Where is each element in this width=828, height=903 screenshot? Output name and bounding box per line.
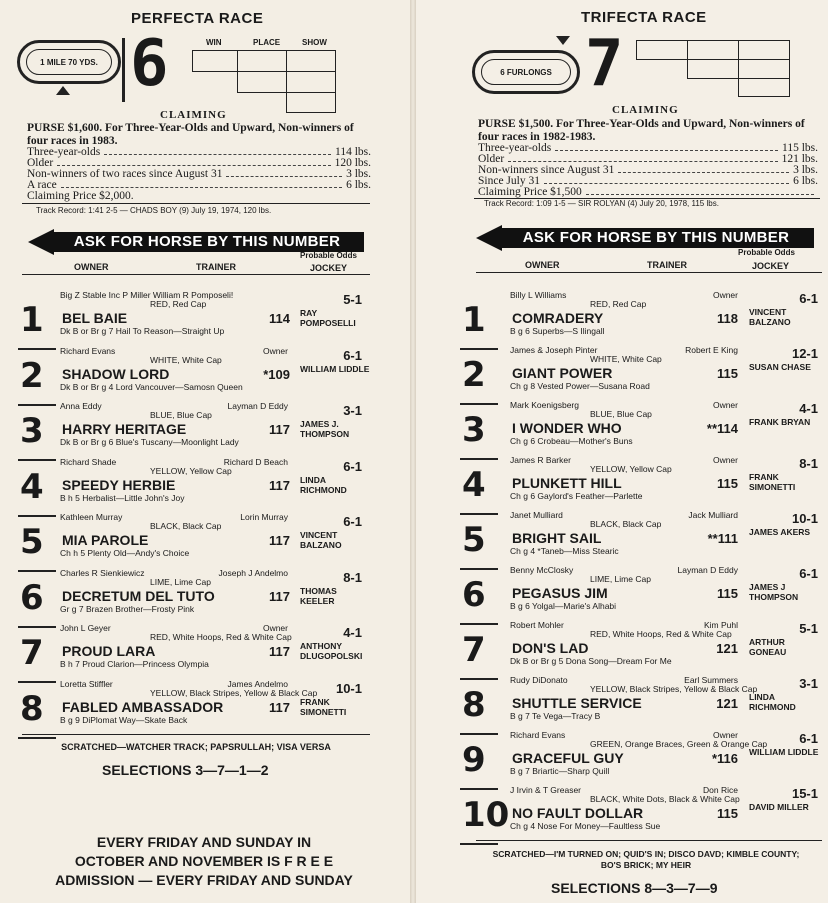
horse-colors: YELLOW, Yellow Cap	[590, 464, 672, 474]
horse-colors: YELLOW, Black Stripes, Yellow & Black Cap	[590, 684, 758, 694]
number-underline	[460, 458, 498, 460]
number-underline	[460, 568, 498, 570]
program-number: 1	[462, 300, 486, 340]
bet-cell	[238, 51, 287, 72]
horse-breeding: B g 6 Yolgal—Marie's Alhabi	[510, 601, 617, 611]
banner-text: ASK FOR HORSE BY THIS NUMBER	[50, 232, 364, 252]
program-number: 1	[20, 300, 44, 340]
race-class: CLAIMING	[160, 109, 227, 121]
divider	[476, 840, 822, 841]
probable-odds: 6-1	[799, 731, 818, 746]
probable-odds: 4-1	[799, 401, 818, 416]
horse-owner: Billy L Williams	[510, 290, 567, 300]
horse-owner: Anna Eddy	[60, 401, 102, 411]
horse-owner: John L Geyer	[60, 623, 111, 633]
horse-breeding: Gr g 7 Brazen Brother—Frosty Pink	[60, 603, 195, 614]
horse-colors: LIME, Lime Cap	[590, 574, 651, 584]
weight-row: Claiming Price $2,000.	[27, 190, 134, 202]
probable-odds: 15-1	[791, 786, 818, 801]
horse-colors: RED, Red Cap	[150, 299, 207, 309]
track-oval-icon	[17, 40, 121, 84]
horse-weight: *116	[711, 751, 738, 766]
horse-trainer: Robert E King	[685, 345, 738, 355]
scratched-list: SCRATCHED—WATCHER TRACK; PAPSRULLAH; VISA VERSA	[61, 742, 331, 752]
promo-footer: EVERY FRIDAY AND SUNDAY IN OCTOBER AND NOVEMBER IS F R E E ADMISSION — EVERY FRIDAY AND SUNDAY	[55, 834, 353, 888]
horse-name: NO FAULT DOLLAR	[512, 805, 644, 821]
horse-breeding: Dk B or Br g 6 Blue's Tuscany—Moonlight Lady	[60, 437, 239, 447]
horse-name: BEL BAIE	[62, 310, 128, 326]
probable-odds: 3-1	[799, 676, 818, 691]
jockey-name: FRANK BRYAN	[749, 417, 811, 427]
horse-breeding: Ch g 8 Vested Power—Susana Road	[510, 381, 650, 391]
finish-marker-icon	[56, 86, 70, 95]
horse-owner: Richard Evans	[510, 730, 566, 740]
program-number: 5	[462, 520, 486, 560]
probable-odds: 4-1	[343, 625, 362, 640]
horse-owner: Benny McClosky	[510, 565, 574, 575]
probable-odds: 8-1	[799, 456, 818, 471]
bet-cell	[688, 60, 739, 79]
horse-name: SPEEDY HERBIE	[62, 476, 176, 493]
program-number: 6	[20, 577, 44, 618]
race-type-title: PERFECTA RACE	[131, 10, 264, 27]
program-number: 7	[462, 630, 486, 670]
horse-weight: 121	[716, 641, 738, 656]
horse-colors: WHITE, White Cap	[590, 354, 662, 364]
horse-weight: 115	[717, 586, 738, 601]
distance-label: 1 MILE 70 YDS.	[26, 49, 112, 75]
jockey-name: VINCENT BALZANO	[300, 530, 342, 550]
selections: SELECTIONS 3—7—1—2	[102, 762, 269, 778]
distance-label: 6 FURLONGS	[481, 59, 571, 85]
bet-cell	[739, 60, 790, 79]
horse-trainer: Owner	[262, 623, 288, 633]
number-underline	[18, 737, 56, 739]
horse-name: GIANT POWER	[512, 365, 613, 381]
horse-weight: *109	[263, 366, 290, 382]
horse-name: PROUD LARA	[62, 643, 156, 659]
horse-colors: LIME, Lime Cap	[150, 576, 211, 587]
number-underline	[18, 515, 56, 517]
horse-colors: RED, Red Cap	[590, 299, 647, 309]
horse-colors: GREEN, Orange Braces, Green & Orange Cap	[590, 739, 768, 749]
horse-number-banner	[28, 232, 364, 252]
weights-list	[478, 143, 818, 198]
col-jockey: JOCKEY	[752, 261, 790, 271]
horse-trainer: Layman D Eddy	[677, 565, 738, 575]
horse-number-banner	[476, 228, 814, 248]
bet-cell	[287, 92, 336, 112]
horse-trainer: Owner	[712, 290, 738, 300]
purse-text: PURSE $1,500. For Three-Year-Olds and Upward, Non-winners of four races in 1982-1983.	[478, 118, 805, 143]
weight-row: Older 120 lbs.	[27, 157, 371, 169]
bet-cell	[739, 41, 790, 60]
race-number-bar	[122, 38, 125, 102]
horse-weight: 115	[717, 806, 738, 821]
purse-text: PURSE $1,600. For Three-Year-Olds and Upward, Non-winners of four races in 1983.	[27, 122, 354, 147]
horse-weight: 117	[269, 699, 290, 715]
program-number: 3	[462, 410, 486, 450]
horse-owner: Richard Shade	[60, 456, 117, 467]
grid-header-show: SHOW	[302, 38, 327, 47]
scratched-list: SCRATCHED—I'M TURNED ON; QUID'S IN; DISCO DAVD; KIMBLE COUNTY; BO'S BRICK; MY HEIR	[492, 849, 800, 870]
number-underline	[460, 843, 498, 845]
number-underline	[18, 681, 56, 683]
divider	[22, 274, 370, 275]
probable-odds: 5-1	[799, 621, 818, 636]
col-owner: OWNER	[525, 260, 560, 270]
number-underline	[18, 626, 56, 628]
weight-row: Claiming Price $1,500	[478, 187, 818, 198]
horse-colors: RED, White Hoops, Red & White Cap	[590, 629, 732, 639]
number-underline	[18, 404, 56, 406]
horse-weight: 117	[269, 533, 290, 548]
bet-cell	[637, 41, 688, 60]
number-underline	[18, 570, 56, 572]
jockey-name: THOMAS KEELER	[300, 585, 337, 606]
start-marker-icon	[556, 36, 570, 45]
horse-breeding: Ch g 6 Crobeau—Mother's Buns	[510, 436, 633, 446]
probable-odds: 3-1	[343, 403, 362, 418]
horse-trainer: Don Rice	[703, 785, 738, 795]
jockey-name: VINCENT BALZANO	[749, 307, 791, 327]
horse-colors: WHITE, White Cap	[150, 354, 222, 365]
program-number: 8	[20, 688, 44, 729]
bet-cell	[287, 72, 336, 93]
horse-breeding: Dk B or Br g 5 Dona Song—Dream For Me	[510, 656, 672, 666]
program-number: 8	[462, 685, 486, 725]
probable-odds: 6-1	[343, 347, 362, 363]
probable-odds: 6-1	[343, 514, 362, 529]
horse-weight: **111	[707, 531, 738, 546]
horse-colors: BLUE, Blue Cap	[150, 410, 212, 420]
horse-weight: 117	[269, 644, 290, 659]
horse-weight: 118	[717, 311, 738, 326]
bet-grid	[192, 50, 336, 113]
horse-trainer: Owner	[262, 345, 288, 356]
jockey-name: LINDA RICHMOND	[300, 474, 347, 495]
horse-name: COMRADERY	[512, 310, 604, 326]
horse-name: MIA PAROLE	[62, 532, 149, 548]
weight-row: Older 121 lbs.	[478, 153, 818, 165]
horse-name: PLUNKETT HILL	[512, 475, 622, 491]
jockey-name: LINDA RICHMOND	[749, 692, 796, 712]
horse-owner: Loretta Stiffler	[60, 678, 113, 689]
horse-breeding: Dk B or Br g 7 Hail To Reason—Straight Up	[60, 326, 225, 336]
weights-list	[27, 147, 371, 202]
probable-odds: 6-1	[799, 566, 818, 581]
horse-owner: Charles R Sienkiewicz	[60, 567, 145, 578]
number-underline	[460, 403, 498, 405]
probable-odds: 6-1	[799, 291, 818, 306]
program-number: 5	[20, 522, 44, 562]
horse-trainer: Richard D Beach	[223, 456, 288, 467]
race-type-title: TRIFECTA RACE	[581, 9, 707, 26]
horse-name: HARRY HERITAGE	[62, 421, 187, 437]
horse-colors: YELLOW, Yellow Cap	[150, 465, 232, 476]
number-underline	[460, 623, 498, 625]
horse-trainer: James Andelmo	[227, 678, 288, 689]
number-underline	[18, 348, 56, 350]
jockey-name: RAY POMPOSELLI	[300, 308, 356, 328]
jockey-name: JAMES J THOMPSON	[749, 582, 799, 602]
program-number: 4	[20, 466, 44, 507]
horse-trainer: Earl Summers	[684, 675, 738, 685]
bet-cell	[193, 51, 238, 72]
jockey-name: WILLIAM LIDDLE	[749, 747, 819, 757]
page-fold	[410, 0, 416, 903]
weight-row: Non-winners since August 31 3 lbs.	[478, 164, 818, 176]
divider	[22, 734, 370, 735]
horse-trainer: Lorin Murray	[240, 512, 288, 522]
col-odds: Probable Odds	[300, 251, 357, 260]
horse-weight: 117	[269, 588, 290, 604]
jockey-name: JAMES J. THOMPSON	[300, 419, 350, 439]
jockey-name: ANTHONY DLUGOPOLSKI	[300, 641, 363, 661]
bet-cell	[238, 72, 287, 93]
col-owner: OWNER	[74, 262, 109, 272]
col-jockey: JOCKEY	[310, 263, 348, 273]
horse-trainer: Joseph J Andelmo	[218, 567, 288, 578]
probable-odds: 8-1	[343, 569, 362, 585]
program-number: 2	[462, 355, 486, 395]
program-number: 3	[20, 411, 44, 451]
horse-breeding: Dk B or Br g 4 Lord Vancouver—Samosn Queen	[60, 381, 243, 392]
horse-owner: Robert Mohler	[510, 620, 564, 630]
weight-row: Since July 31 6 lbs.	[478, 175, 818, 187]
horse-breeding: B g 7 Briartic—Sharp Quill	[510, 766, 610, 776]
horse-weight: 117	[269, 422, 290, 437]
horse-breeding: B g 6 Superbs—S Ilingall	[510, 326, 605, 336]
bet-cell	[688, 41, 739, 60]
divider	[22, 203, 370, 204]
grid-header-place: PLACE	[253, 38, 281, 47]
bet-cell	[739, 78, 790, 96]
program-number: 7	[20, 633, 44, 673]
selections: SELECTIONS 8—3—7—9	[551, 880, 718, 896]
horse-owner: Big Z Stable Inc P Miller William R Pomposeli!	[60, 290, 234, 300]
weight-row: Three-year-olds 115 lbs.	[478, 142, 818, 154]
divider	[476, 272, 822, 273]
horse-weight: 115	[717, 476, 738, 491]
horse-owner: James R Barker	[510, 455, 571, 465]
horse-colors: BLACK, Black Cap	[590, 519, 662, 529]
horse-name: DON'S LAD	[512, 640, 589, 656]
horse-owner: Kathleen Murray	[60, 512, 123, 522]
horse-name: SHUTTLE SERVICE	[512, 695, 642, 711]
horse-weight: 117	[269, 477, 290, 493]
program-number: 2	[20, 355, 44, 396]
horse-trainer: Owner	[712, 730, 738, 740]
number-underline	[460, 678, 498, 680]
jockey-name: FRANK SIMONETTI	[749, 472, 796, 492]
horse-trainer: Owner	[712, 400, 738, 410]
horse-breeding: B g 9 DiPlomat Way—Skate Back	[60, 714, 188, 725]
horse-owner: Janet Mulliard	[510, 510, 563, 520]
weight-row: Three-year-olds 114 lbs.	[27, 146, 371, 158]
banner-text: ASK FOR HORSE BY THIS NUMBER	[498, 228, 814, 248]
horse-breeding: B g 7 Te Vega—Tracy B	[510, 711, 601, 721]
probable-odds: 10-1	[335, 680, 362, 696]
number-underline	[460, 733, 498, 735]
horse-owner: Richard Evans	[60, 345, 116, 356]
horse-weight: 121	[716, 696, 738, 711]
program-number: 6	[462, 575, 486, 615]
horse-trainer: Layman D Eddy	[227, 401, 288, 411]
probable-odds: 6-1	[343, 458, 362, 474]
horse-owner: J Irvin & T Greaser	[510, 785, 582, 795]
number-underline	[18, 459, 56, 461]
horse-colors: RED, White Hoops, Red & White Cap	[150, 632, 292, 642]
track-oval-icon	[472, 50, 580, 94]
track-record: Track Record: 1:41 2-5 — CHADS BOY (9) July 19, 1974, 120 lbs.	[36, 206, 272, 215]
horse-breeding: B h 7 Proud Clarion—Princess Olympia	[60, 659, 209, 669]
col-trainer: TRAINER	[647, 260, 687, 270]
horse-breeding: Ch g 6 Gaylord's Feather—Parlette	[510, 491, 643, 501]
horse-trainer: Kim Puhl	[703, 620, 738, 630]
probable-odds: 10-1	[791, 511, 818, 526]
probable-odds: 5-1	[343, 292, 362, 307]
horse-weight: 115	[717, 366, 738, 381]
jockey-name: ARTHUR GONEAU	[749, 637, 787, 657]
grid-header-win: WIN	[206, 38, 222, 47]
jockey-name: SUSAN CHASE	[749, 362, 811, 372]
horse-colors: YELLOW, Black Stripes, Yellow & Black Cap	[150, 687, 318, 698]
weight-row: Non-winners of two races since August 31 3 lbs.	[27, 168, 371, 180]
program-number: 9	[462, 740, 486, 780]
col-trainer: TRAINER	[196, 262, 236, 272]
number-underline	[460, 788, 498, 790]
jockey-name: WILLIAM LIDDLE	[300, 363, 370, 374]
jockey-name: DAVID MILLER	[749, 802, 809, 812]
race-class: CLAIMING	[612, 104, 679, 116]
horse-colors: BLACK, Black Cap	[150, 521, 222, 531]
horse-breeding: Ch g 4 Nose For Money—Faultless Sue	[510, 821, 661, 831]
horse-breeding: Ch g 4 *Taneb—Miss Stearic	[510, 546, 619, 556]
horse-name: SHADOW LORD	[62, 365, 170, 382]
horse-colors: BLACK, White Dots, Black & White Cap	[590, 794, 740, 804]
col-odds: Probable Odds	[738, 248, 795, 257]
bet-grid	[636, 40, 790, 97]
weight-row: A race 6 lbs.	[27, 179, 371, 191]
horse-trainer: Jack Mulliard	[688, 510, 738, 520]
horse-name: I WONDER WHO	[512, 420, 622, 436]
horse-owner: Mark Koenigsberg	[510, 400, 579, 410]
program-number: 4	[462, 465, 486, 505]
horse-weight: 114	[269, 311, 290, 326]
track-record: Track Record: 1:09 1-5 — SIR ROLYAN (4) July 20, 1978, 115 lbs.	[484, 199, 719, 208]
horse-name: PEGASUS JIM	[512, 585, 608, 601]
race-number: 7	[585, 27, 624, 101]
horse-name: GRACEFUL GUY	[512, 750, 624, 766]
bet-cell	[287, 51, 336, 72]
program-number: 10	[462, 795, 510, 835]
horse-name: BRIGHT SAIL	[512, 530, 602, 546]
horse-name: DECRETUM DEL TUTO	[62, 587, 215, 604]
horse-breeding: Ch h 5 Plenty Old—Andy's Choice	[60, 548, 190, 558]
jockey-name: JAMES AKERS	[749, 527, 811, 537]
horse-trainer: Owner	[712, 455, 738, 465]
number-underline	[460, 513, 498, 515]
horse-owner: Rudy DiDonato	[510, 675, 568, 685]
jockey-name: FRANK SIMONETTI	[300, 696, 347, 717]
horse-breeding: B h 5 Herbalist—Little John's Joy	[60, 492, 185, 503]
horse-owner: James & Joseph Pinter	[510, 345, 598, 355]
horse-weight: **114	[706, 421, 738, 436]
horse-colors: BLUE, Blue Cap	[590, 409, 652, 419]
horse-name: FABLED AMBASSADOR	[62, 698, 224, 715]
number-underline	[460, 348, 498, 350]
probable-odds: 12-1	[791, 346, 818, 361]
race-number: 6	[130, 27, 169, 101]
